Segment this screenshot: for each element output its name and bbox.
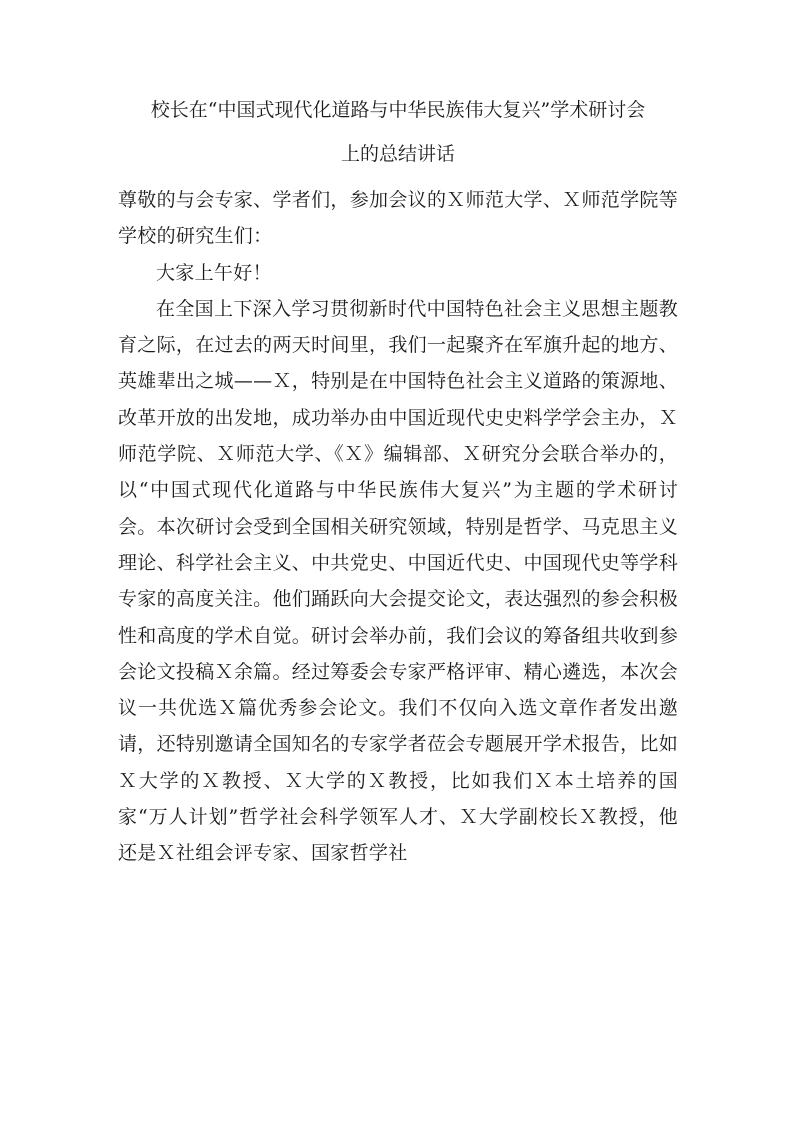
document-body <box>118 182 678 872</box>
salutation-paragraph: 尊敬的与会专家、学者们，参加会议的Ｘ师范大学、Ｘ师范学院等学校的研究生们： <box>118 189 678 248</box>
document-title-line-1: 校长在“中国式现代化道路与中华民族伟大复兴”学术研讨会 <box>150 99 646 121</box>
document-title-line-2: 上的总结讲话 <box>340 143 455 165</box>
greeting-paragraph: 大家上午好！ <box>156 261 272 284</box>
body-paragraph-1: 在全国上下深入学习贯彻新时代中国特色社会主义思想主题教育之际，在过去的两天时间里，我们一起聚齐在军旗升起的地方、英雄辈出之城——Ｘ，特别是在中国特色社会主义道路的策源地、改革开放的出发地，成功举办由中国近现代史史料学学会主办，Ｘ师范学院、Ｘ师范大学、《Ｘ》编辑部、Ｘ研究分会联合举办的，以“中国式现代化道路与中华民族伟大复兴”为主题的学术研讨会。本次研讨会受到全国相关研究领域，特别是哲学、马克思主义理论、科学社会主义、中共党史、中国近代史、中国现代史等学科专家的高度关注。他们踊跃向大会提交论文，表达强烈的参会积极性和高度的学术自觉。研讨会举办前，我们会议的筹备组共收到参会论文投稿Ｘ余篇。经过筹委会专家严格评审、精心遴选，本次会议一共优选Ｘ篇优秀参会论文。我们不仅向入选文章作者发出邀请，还特别邀请全国知名的专家学者莅会专题展开学术报告，比如Ｘ大学的Ｘ教授、Ｘ大学的Ｘ教授，比如我们Ｘ本土培养的国家“万人计划”哲学社会科学领军人才、Ｘ大学副校长Ｘ教授，他还是Ｘ社组会评专家、国家哲学社 <box>118 297 678 865</box>
